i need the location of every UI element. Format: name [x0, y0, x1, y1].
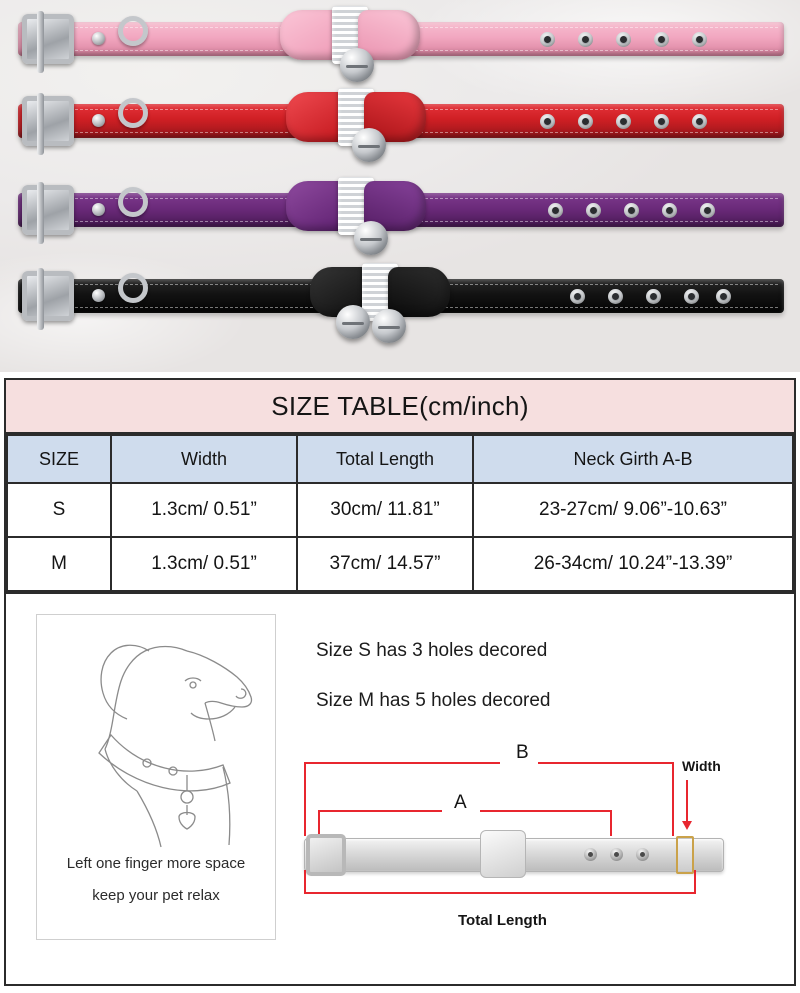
bracket-b-left-line — [304, 762, 500, 764]
eyelet-hole — [586, 203, 601, 218]
width-marker — [676, 836, 694, 874]
eyelet-hole — [624, 203, 639, 218]
eyelet-hole — [684, 289, 699, 304]
size-table-card — [4, 378, 796, 986]
table-row — [7, 483, 793, 537]
bell-icon — [336, 305, 370, 339]
bracket-b-right-tick — [672, 762, 674, 836]
eyelet-hole — [654, 32, 669, 47]
eyelet-hole — [716, 289, 731, 304]
buckle-icon — [22, 14, 74, 64]
eyelet-hole — [654, 114, 669, 129]
eyelet-hole — [646, 289, 661, 304]
label-b: B — [516, 742, 529, 763]
cell-neck-girth: 23-27cm/ 9.06”-10.63” — [473, 483, 793, 537]
buckle-icon — [22, 271, 74, 321]
eyelet-hole — [616, 32, 631, 47]
eyelet-hole — [608, 289, 623, 304]
stud-icon — [92, 32, 105, 45]
cell-size: M — [7, 537, 111, 591]
table-row — [7, 537, 793, 591]
buckle-icon — [22, 185, 74, 235]
size-table-title-row — [6, 380, 794, 434]
eyelet-hole — [548, 203, 563, 218]
size-table — [6, 434, 794, 592]
eyelet-hole — [616, 114, 631, 129]
bracket-total-length-left-tick — [304, 870, 306, 892]
collar-purple — [0, 167, 800, 259]
dog-head-sketch-icon — [37, 615, 275, 855]
eyelet-hole — [570, 289, 585, 304]
cell-size: S — [7, 483, 111, 537]
stud-icon — [92, 114, 105, 127]
product-photo — [0, 0, 800, 372]
eyelet-hole — [540, 114, 555, 129]
d-ring-icon — [118, 273, 148, 303]
d-ring-icon — [118, 187, 148, 217]
column-header-neck-girth: Neck Girth A-B — [473, 435, 793, 483]
eyelet-hole — [578, 114, 593, 129]
bell-icon — [340, 48, 374, 82]
diagram-bow-knot-icon — [480, 830, 526, 878]
cell-total-length: 30cm/ 11.81” — [297, 483, 473, 537]
diagram-eyelet-hole — [584, 848, 597, 861]
label-total-length: Total Length — [458, 912, 547, 929]
collar-black — [0, 253, 800, 345]
stud-icon — [92, 203, 105, 216]
d-ring-icon — [118, 98, 148, 128]
table-header-row — [7, 435, 793, 483]
bracket-a-left-tick — [318, 810, 320, 836]
sketch-caption-line-2: keep your pet relax — [92, 887, 220, 904]
bell-icon — [372, 309, 406, 343]
bracket-a-right-line — [480, 810, 612, 812]
cell-neck-girth: 26-34cm/ 10.24”-13.39” — [473, 537, 793, 591]
bracket-total-length-line — [304, 892, 696, 894]
bracket-b-right-line — [538, 762, 674, 764]
column-header-width: Width — [111, 435, 297, 483]
column-header-size: SIZE — [7, 435, 111, 483]
dog-sketch-box — [36, 614, 276, 940]
bow-decoration — [286, 177, 426, 235]
bell-icon — [354, 221, 388, 255]
column-header-total-length: Total Length — [297, 435, 473, 483]
diagram-eyelet-hole — [636, 848, 649, 861]
d-ring-icon — [118, 16, 148, 46]
eyelet-hole — [692, 114, 707, 129]
eyelet-hole — [540, 32, 555, 47]
sketch-caption-line-1: Left one finger more space — [66, 855, 246, 872]
diagram-eyelet-hole — [610, 848, 623, 861]
hole-notes — [316, 640, 550, 712]
size-table-title: SIZE TABLE(cm/inch) — [271, 390, 529, 421]
diagram-buckle-icon — [306, 834, 346, 876]
eyelet-hole — [700, 203, 715, 218]
cell-width: 1.3cm/ 0.51” — [111, 537, 297, 591]
cell-width: 1.3cm/ 0.51” — [111, 483, 297, 537]
bell-icon — [352, 128, 386, 162]
width-arrow-icon — [686, 780, 688, 828]
bracket-b-left-tick — [304, 762, 306, 836]
eyelet-hole — [692, 32, 707, 47]
bracket-total-length-right-tick — [694, 870, 696, 892]
note-size-s: Size S has 3 holes decored — [316, 640, 548, 661]
measurement-diagram — [284, 744, 784, 944]
bow-wing-right — [388, 267, 450, 317]
eyelet-hole — [578, 32, 593, 47]
stud-icon — [92, 289, 105, 302]
note-size-m: Size M has 5 holes decored — [316, 690, 551, 711]
bracket-a-right-tick — [610, 810, 612, 836]
label-a: A — [454, 792, 467, 813]
collar-pink — [0, 0, 800, 88]
bracket-a-left-line — [318, 810, 442, 812]
buckle-icon — [22, 96, 74, 146]
eyelet-hole — [662, 203, 677, 218]
cell-total-length: 37cm/ 14.57” — [297, 537, 473, 591]
instruction-panel — [6, 592, 794, 964]
label-width: Width — [682, 758, 721, 774]
collar-red — [0, 78, 800, 170]
